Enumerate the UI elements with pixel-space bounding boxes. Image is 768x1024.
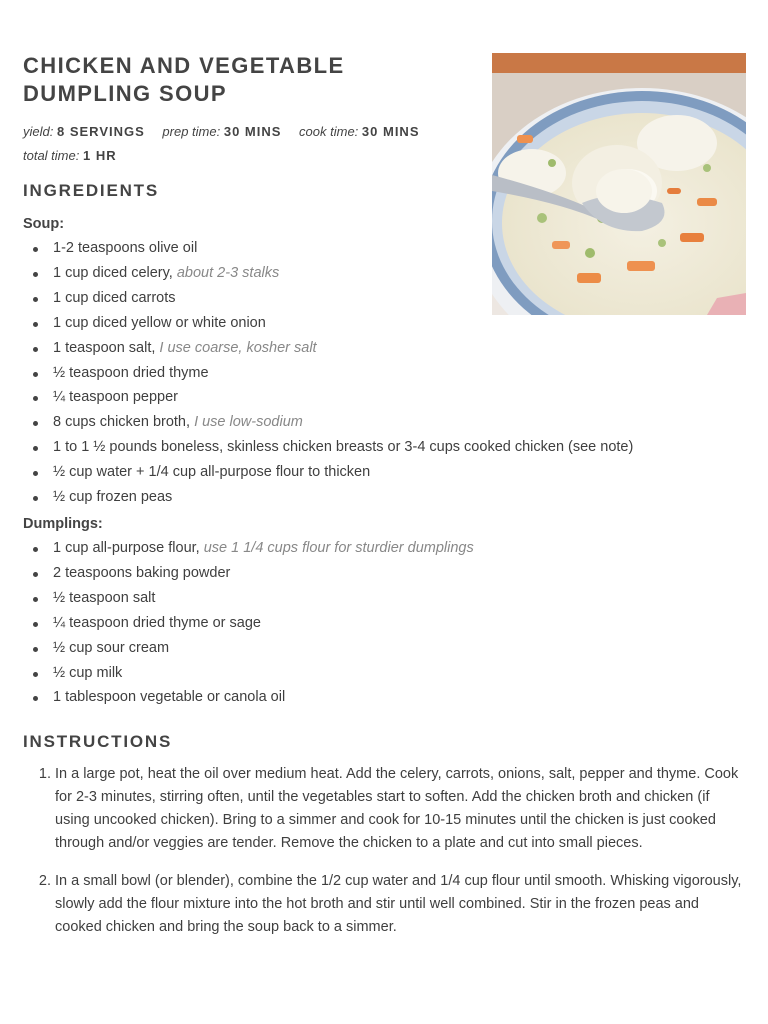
dumplings-ingredient-list bbox=[23, 536, 748, 710]
soup-subheading: Soup: bbox=[23, 216, 65, 232]
prep-time-label: prep time: bbox=[162, 124, 221, 139]
title-line-1: CHICKEN AND VEGETABLE bbox=[23, 53, 345, 78]
title-line-2: DUMPLING SOUP bbox=[23, 81, 227, 106]
list-item: ¼ teaspoon pepper bbox=[53, 385, 748, 410]
dumplings-subheading: Dumplings: bbox=[23, 515, 103, 532]
list-item: ½ cup water + 1/4 cup all-purpose flour to thicken bbox=[53, 460, 748, 485]
list-item: ½ cup sour cream bbox=[53, 636, 748, 661]
instructions-section bbox=[23, 732, 748, 939]
cook-time-value: 30 MINS bbox=[361, 124, 420, 139]
list-item: ½ teaspoon dried thyme bbox=[53, 361, 748, 386]
ingredients-section bbox=[23, 216, 748, 710]
total-time-value: 1 HR bbox=[82, 148, 117, 163]
list-item: 1 cup diced carrots bbox=[53, 286, 748, 311]
instruction-step: 2. In a small bowl (or blender), combine the 1/2 cup water and 1/4 cup flour until smooth. Whisking vigorously, slowly add the flour mixture into the hot broth and stir until well combined. Stir in the frozen peas and cooked chicken and bring the soup back to a simmer. bbox=[55, 870, 748, 939]
list-item: 1 cup diced celery, about 2-3 stalks bbox=[53, 261, 748, 286]
list-item: ½ cup milk bbox=[53, 661, 748, 686]
instruction-step: 1. In a large pot, heat the oil over medium heat. Add the celery, carrots, onions, salt, pepper and thyme. Cook for 2-3 minutes, stirring often, until the vegetables start to soften. Add the chicken broth and chicken (if using uncooked chicken). Bring to a simmer and cook for 10-15 minutes until the chicken is just cooked through and/or veggies are tender. Remove the chicken to a plate and cut into small pieces. bbox=[55, 763, 748, 855]
list-item: 1 cup all-purpose flour, use 1 1/4 cups flour for sturdier dumplings bbox=[53, 536, 748, 561]
ingredients-heading: INGREDIENTS bbox=[23, 181, 159, 200]
recipe-card bbox=[23, 52, 748, 954]
recipe-title bbox=[23, 52, 463, 108]
prep-time-value: 30 MINS bbox=[223, 124, 282, 139]
total-time-label: total time: bbox=[23, 148, 80, 163]
list-item: 1 to 1 ½ pounds boneless, skinless chicken breasts or 3-4 cups cooked chicken (see note) bbox=[53, 435, 748, 460]
recipe-header bbox=[23, 52, 748, 200]
list-item: ½ cup frozen peas bbox=[53, 485, 748, 510]
soup-ingredient-list bbox=[23, 236, 748, 510]
list-item: ½ teaspoon salt bbox=[53, 586, 748, 611]
list-item: 1 cup diced yellow or white onion bbox=[53, 311, 748, 336]
yield-value: 8 SERVINGS bbox=[56, 124, 145, 139]
list-item: 2 teaspoons baking powder bbox=[53, 561, 748, 586]
cook-time-label: cook time: bbox=[299, 124, 359, 139]
list-item: 8 cups chicken broth, I use low-sodium bbox=[53, 410, 748, 435]
yield-label: yield: bbox=[23, 124, 54, 139]
instruction-steps bbox=[23, 763, 748, 939]
list-item: 1 teaspoon salt, I use coarse, kosher salt bbox=[53, 336, 748, 361]
list-item: ¼ teaspoon dried thyme or sage bbox=[53, 611, 748, 636]
list-item: 1-2 teaspoons olive oil bbox=[53, 236, 748, 261]
list-item: 1 tablespoon vegetable or canola oil bbox=[53, 685, 748, 710]
instructions-heading: INSTRUCTIONS bbox=[23, 732, 173, 752]
